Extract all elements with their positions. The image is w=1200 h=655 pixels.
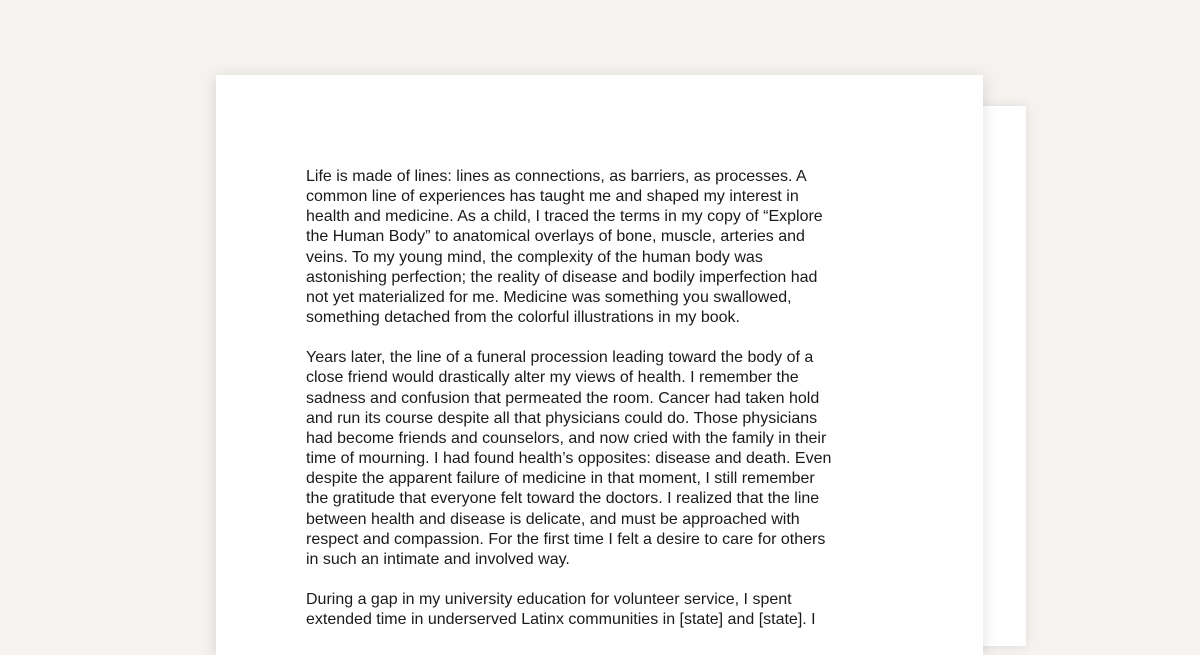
text-line: time of mourning. I had found health’s opposites: disease and death. Even xyxy=(306,450,832,468)
text-line: Years later, the line of a funeral procession leading toward the body of a xyxy=(306,349,814,367)
text-line: something detached from the colorful illustrations in my book. xyxy=(306,309,740,327)
text-line: During a gap in my university education for volunteer service, I spent xyxy=(306,590,792,608)
text-line: not yet materialized for me. Medicine was something you swallowed, xyxy=(306,288,792,306)
document-body xyxy=(306,167,896,650)
paragraph-3 xyxy=(306,590,896,630)
background-page xyxy=(978,106,1026,646)
text-line: the Human Body” to anatomical overlays of bone, muscle, arteries and xyxy=(306,228,805,246)
text-line: in such an intimate and involved way. xyxy=(306,550,570,568)
text-line: close friend would drastically alter my views of health. I remember the xyxy=(306,369,799,387)
text-line: health and medicine. As a child, I traced the terms in my copy of “Explore xyxy=(306,208,823,226)
text-line: had become friends and counselors, and now cried with the family in their xyxy=(306,429,827,447)
text-line: sadness and confusion that permeated the room. Cancer had taken hold xyxy=(306,389,820,407)
document-page xyxy=(216,75,983,655)
text-line: astonishing perfection; the reality of disease and bodily imperfection had xyxy=(306,268,818,286)
text-line: Life is made of lines: lines as connections, as barriers, as processes. A xyxy=(306,168,807,185)
paragraph-1 xyxy=(306,167,896,328)
text-line: extended time in underserved Latinx communities in [state] and [state]. I xyxy=(306,611,816,629)
text-line: and run its course despite all that physicians could do. Those physicians xyxy=(306,409,818,427)
paragraph-2 xyxy=(306,348,896,570)
text-line: between health and disease is delicate, and must be approached with xyxy=(306,510,800,528)
text-line: respect and compassion. For the first time I felt a desire to care for others xyxy=(306,530,826,548)
text-line: the gratitude that everyone felt toward the doctors. I realized that the line xyxy=(306,490,820,508)
text-line: common line of experiences has taught me and shaped my interest in xyxy=(306,188,799,206)
text-line: veins. To my young mind, the complexity of the human body was xyxy=(306,248,763,266)
text-line: despite the apparent failure of medicine in that moment, I still remember xyxy=(306,470,815,488)
